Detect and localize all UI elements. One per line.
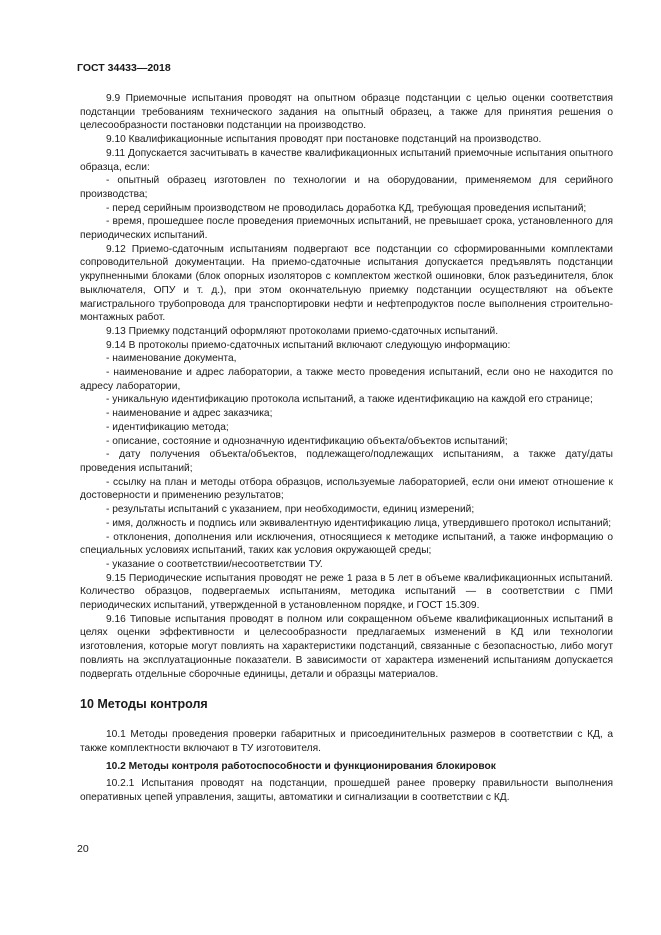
list-item: - результаты испытаний с указанием, при необходимости, единиц измерений; xyxy=(106,504,475,516)
list-item: - описание, состояние и однозначную идентификацию объекта/объектов испытаний; xyxy=(106,435,508,447)
paragraph-9-13: 9.13 Приемку подстанций оформляют протоколами приемо-сдаточных испытаний. xyxy=(106,325,499,337)
subsection-heading: 10.2 Методы контроля работоспособности и функционирования блокировок xyxy=(106,760,496,772)
list-item: - перед серийным производством не проводилась доработка КД, требующая проведения испытаний; xyxy=(106,202,587,214)
paragraph-9-15: 9.15 Периодические испытания проводят не реже 1 раза в 5 лет в объеме квалификационных испытаний. Количество образцов, подвергаемых испытаниям, методика испытаний — в соответствии с ПМИ периодических испытаний, утвержденной в установленном порядке, и ГОСТ 15.309. xyxy=(80,572,613,612)
paragraph-9-9: 9.9 Приемочные испытания проводят на опытном образце подстанции с целью оценки соответствия подстанции требованиям технического задания на опытный образец, а также для принятия решения о целесообразности постановки подстанции на производство. xyxy=(80,93,613,132)
list-item: - опытный образец изготовлен по технологии и на оборудовании, применяемом для серийного производства; xyxy=(80,175,613,200)
list-item: - время, прошедшее после проведения приемочных испытаний, не превышает срока, установленного для периодических испытаний. xyxy=(80,216,613,242)
list-item: - имя, должность и подпись или эквивалентную идентификацию лица, утвердившего протокол испытаний; xyxy=(106,517,612,529)
document-header: ГОСТ 34433—2018 xyxy=(77,62,171,74)
list-item: - отклонения, дополнения или исключения, относящиеся к методике испытаний, а также информацию о специальных условиях испытаний, таких как условия окружающей среды; xyxy=(80,531,613,557)
list-item: - наименование и адрес лаборатории, а также место проведения испытаний, если оно не находится по адресу лаборатории, xyxy=(80,367,613,392)
section-heading: 10 Методы контроля xyxy=(80,697,208,712)
paragraph-9-10: 9.10 Квалификационные испытания проводят при постановке подстанций на производство. xyxy=(106,134,542,146)
paragraph-9-16: 9.16 Типовые испытания проводят в полном или сокращенном объеме квалификационных испытаний в целях оценки эффективности и целесообразности предлагаемых изменений в КД или технологии изготовления, которые могут повлиять на характеристики подстанций, связанные с безопасностью, либо могут повлиять на эксплуатационные показатели. В зависимости от характера изменений испытаниям допускается подвергать отдельные сборочные единицы, детали и образцы материалов. xyxy=(80,613,613,680)
list-item: - дату получения объекта/объектов, подлежащего/подлежащих испытаниям, а также дату/даты проведения испытаний; xyxy=(80,449,613,474)
page-number: 20 xyxy=(77,843,89,855)
list-item: - наименование и адрес заказчика; xyxy=(106,408,273,420)
paragraph-10-1: 10.1 Методы проведения проверки габаритных и присоединительных размеров в соответствии с КД, а также комплектности включают в ТУ изготовителя. xyxy=(80,729,613,754)
paragraph-9-14: 9.14 В протоколы приемо-сдаточных испытаний включают следующую информацию: xyxy=(106,339,511,351)
paragraph-9-12: 9.12 Приемо-сдаточным испытаниям подвергают все подстанции со сформированными комплектами сопроводительной документации. На приемо-сдаточные испытания допускается предъявлять подстанции укрупненными блоками (блок опорных изоляторов с комплектом жесткой ошиновки, блок разъединителя, блок выключателя, ОПУ и т. д.), при этом окончательную приемку подстанции осуществляют на объекте магистрального трубопровода для транспортировки нефти и нефтепродуктов после выполнения строительно-монтажных работ. xyxy=(80,243,613,324)
list-item: - наименование документа, xyxy=(106,353,237,365)
document-body xyxy=(80,92,613,805)
list-item: - идентификацию метода; xyxy=(106,421,229,433)
list-item: - указание о соответствии/несоответствии ТУ. xyxy=(106,558,323,570)
list-item: - уникальную идентификацию протокола испытаний, а также идентификацию на каждой его странице; xyxy=(106,394,593,406)
paragraph-10-2-1: 10.2.1 Испытания проводят на подстанции, прошедшей ранее проверку правильности выполнения оперативных цепей управления, защиты, автоматики и сигнализации в соответствии с КД. xyxy=(80,778,613,804)
list-item: - ссылку на план и методы отбора образцов, используемые лабораторией, если они имеют отношение к достоверности и применению результатов; xyxy=(80,476,613,502)
paragraph-9-11: 9.11 Допускается засчитывать в качестве квалификационных испытаний приемочные испытания опытного образца, если: xyxy=(80,147,613,173)
